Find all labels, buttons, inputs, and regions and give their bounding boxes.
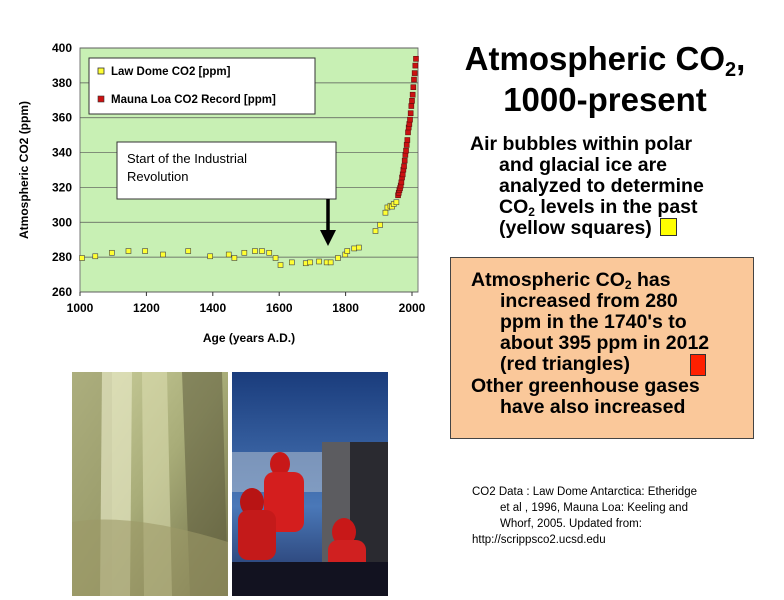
law-dome-point xyxy=(289,260,294,265)
law-dome-point xyxy=(356,245,361,250)
mauna-loa-point xyxy=(408,117,413,122)
law-dome-point xyxy=(109,250,114,255)
x-axis-label: Age (years A.D.) xyxy=(202,331,296,345)
mauna-loa-point xyxy=(411,85,416,90)
law-dome-point xyxy=(242,250,247,255)
mauna-loa-point xyxy=(410,92,415,97)
mauna-loa-point xyxy=(411,77,416,82)
ice-core-photo xyxy=(72,372,228,596)
law-dome-point xyxy=(267,250,272,255)
law-dome-point xyxy=(273,256,278,261)
law-dome-point xyxy=(143,249,148,254)
mauna-loa-point xyxy=(406,130,411,135)
mauna-loa-point xyxy=(410,98,415,103)
y-tick-label: 300 xyxy=(51,215,72,230)
yellow-square-swatch xyxy=(660,218,677,236)
law-dome-point xyxy=(79,256,84,261)
law-dome-point xyxy=(383,210,388,215)
annotation-line-1: Start of the Industrial xyxy=(127,151,247,166)
legend-label-law-dome: Law Dome CO2 [ppm] xyxy=(111,66,231,78)
law-dome-point xyxy=(378,222,383,227)
x-tick-label: 1800 xyxy=(332,301,359,315)
mauna-loa-point xyxy=(399,180,404,185)
law-dome-point xyxy=(352,246,357,251)
mauna-loa-point xyxy=(413,63,418,68)
mauna-loa-point xyxy=(409,104,414,109)
law-dome-point xyxy=(93,254,98,259)
y-tick-label: 260 xyxy=(51,285,72,299)
title-line-2: 1000-present xyxy=(503,81,707,118)
mauna-loa-point xyxy=(404,148,409,153)
law-dome-point xyxy=(335,256,340,261)
co2-increase-box: Atmospheric $CO_2$ has increased from 280 ppm in the 1740's to about 395 ppm in 2012 (red triangles) Other greenhouse gases have also increased xyxy=(450,257,754,439)
law-dome-point xyxy=(161,252,166,257)
red-square-swatch xyxy=(690,354,706,376)
mauna-loa-point xyxy=(408,111,413,116)
y-tick-label: 360 xyxy=(51,110,72,125)
mauna-loa-point xyxy=(402,164,407,169)
researchers-photo xyxy=(232,372,388,596)
law-dome-point xyxy=(186,249,191,254)
law-dome-point xyxy=(345,249,350,254)
y-tick-label: 380 xyxy=(51,75,72,90)
page-title xyxy=(430,38,780,120)
mauna-loa-point xyxy=(405,138,410,143)
law-dome-point xyxy=(126,249,131,254)
y-axis-label: Atmospheric CO2 (ppm) xyxy=(17,100,31,240)
law-dome-point xyxy=(328,260,333,265)
ice-wall-image xyxy=(72,372,228,596)
law-dome-point xyxy=(308,260,313,265)
law-dome-point xyxy=(252,249,257,254)
x-tick-label: 1000 xyxy=(66,301,94,315)
y-tick-label: 320 xyxy=(51,180,72,195)
law-dome-point xyxy=(317,259,322,264)
law-dome-point xyxy=(278,262,283,267)
annotation-line-2: Revolution xyxy=(127,169,189,184)
law-dome-point xyxy=(259,249,264,254)
y-tick-label: 400 xyxy=(51,41,72,55)
mauna-loa-point xyxy=(412,71,417,76)
ice-core-description: Air bubbles within polar and glacial ice are analyzed to determine $CO_2$ levels in the past (yellow squares) xyxy=(470,133,704,239)
title-line-1: Atmospheric $CO_2$, xyxy=(464,40,746,81)
x-tick-label: 1200 xyxy=(133,301,160,315)
mauna-loa-point xyxy=(404,142,409,147)
x-axis xyxy=(67,292,426,315)
mauna-loa-point xyxy=(402,158,407,163)
law-dome-point xyxy=(394,200,399,205)
mauna-loa-point xyxy=(413,56,418,61)
y-tick-label: 340 xyxy=(51,145,72,160)
x-tick-label: 1600 xyxy=(265,301,293,315)
law-dome-point xyxy=(226,252,231,257)
law-dome-point xyxy=(232,256,237,261)
law-dome-point xyxy=(208,254,213,259)
legend xyxy=(89,58,315,114)
x-tick-label: 1400 xyxy=(199,301,227,315)
y-axis xyxy=(52,41,72,299)
mauna-loa-point xyxy=(400,172,405,177)
legend-marker-law-dome xyxy=(98,68,104,74)
y-tick-label: 280 xyxy=(51,250,72,265)
legend-marker-mauna-loa xyxy=(98,96,104,102)
data-source-citation: CO2 Data : Law Dome Antarctica: Etheridge et al , 1996, Mauna Loa: Keeling and Whorf, 2005. Updated from: http://scrippsco2.ucsd.edu xyxy=(472,486,697,546)
law-dome-point xyxy=(373,229,378,234)
x-tick-label: 2000 xyxy=(398,301,426,315)
field-researchers-image xyxy=(232,372,388,596)
legend-label-mauna-loa: Mauna Loa CO2 Record [ppm] xyxy=(111,94,276,106)
co2-chart xyxy=(0,0,440,360)
